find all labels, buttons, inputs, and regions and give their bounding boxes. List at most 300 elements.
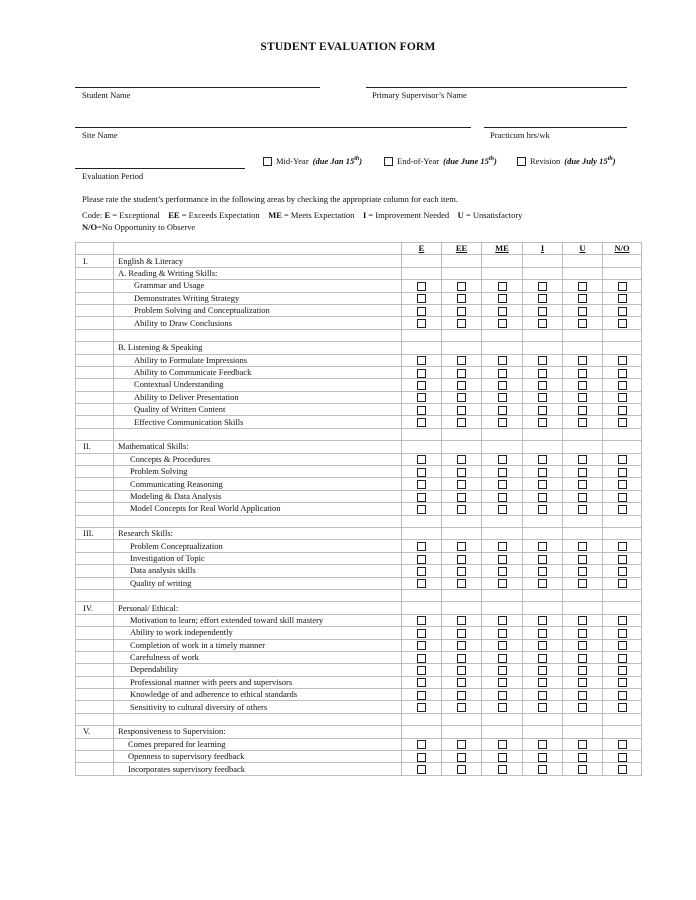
rating-checkbox[interactable] [578, 381, 587, 390]
rating-cell [482, 515, 523, 527]
rating-checkbox[interactable] [417, 455, 426, 464]
table-row [76, 627, 642, 639]
rating-checkbox[interactable] [417, 678, 426, 687]
rating-cell [442, 292, 482, 304]
section-number [76, 589, 114, 601]
rating-checkbox[interactable] [417, 703, 426, 712]
rating-checkbox[interactable] [457, 294, 466, 303]
code-meaning: =No Opportunity to Observe [97, 222, 196, 232]
rating-checkbox[interactable] [457, 740, 466, 749]
rating-cell [482, 490, 523, 502]
rating-checkbox[interactable] [578, 493, 587, 502]
item-label: Data analysis skills [130, 565, 196, 576]
rating-checkbox[interactable] [578, 740, 587, 749]
rating-checkbox[interactable] [457, 307, 466, 316]
rating-checkbox[interactable] [538, 678, 547, 687]
rating-checkbox[interactable] [457, 555, 466, 564]
rating-checkbox[interactable] [457, 542, 466, 551]
rating-checkbox[interactable] [578, 505, 587, 514]
rating-checkbox[interactable] [457, 369, 466, 378]
rating-checkbox[interactable] [417, 381, 426, 390]
rating-checkbox[interactable] [618, 616, 627, 625]
rating-checkbox[interactable] [417, 406, 426, 415]
table-row [76, 453, 642, 465]
rating-cell [563, 527, 603, 539]
rating-checkbox[interactable] [538, 666, 547, 675]
period-option-end-of-year[interactable] [384, 156, 497, 166]
rating-checkbox[interactable] [618, 641, 627, 650]
form-title: STUDENT EVALUATION FORM [260, 41, 436, 53]
rating-checkbox[interactable] [538, 480, 547, 489]
rating-checkbox[interactable] [618, 666, 627, 675]
rating-checkbox[interactable] [498, 319, 507, 328]
code-abbr: EE [168, 210, 180, 220]
column-header: ME [482, 243, 523, 255]
rating-checkbox[interactable] [498, 468, 507, 477]
rating-cell [603, 726, 642, 738]
rating-checkbox[interactable] [618, 654, 627, 663]
rating-checkbox[interactable] [417, 542, 426, 551]
rating-checkbox[interactable] [578, 703, 587, 712]
rating-checkbox[interactable] [498, 505, 507, 514]
rating-cell [603, 317, 642, 329]
rating-checkbox[interactable] [498, 555, 507, 564]
item-cell [114, 552, 402, 564]
rating-checkbox[interactable] [498, 455, 507, 464]
rating-cell [523, 738, 563, 750]
rating-checkbox[interactable] [578, 567, 587, 576]
rating-checkbox[interactable] [457, 765, 466, 774]
item-cell [114, 577, 402, 589]
rating-checkbox[interactable] [618, 691, 627, 700]
rating-checkbox[interactable] [578, 406, 587, 415]
rating-checkbox[interactable] [538, 629, 547, 638]
table-row [76, 676, 642, 688]
rating-checkbox[interactable] [498, 641, 507, 650]
column-header: I [523, 243, 563, 255]
rating-cell [402, 466, 442, 478]
rating-cell [482, 577, 523, 589]
table-row [76, 602, 642, 614]
rating-cell [523, 713, 563, 725]
rating-checkbox[interactable] [618, 629, 627, 638]
rating-cell [563, 342, 603, 354]
rating-checkbox[interactable] [538, 505, 547, 514]
rating-checkbox[interactable] [578, 765, 587, 774]
rating-checkbox[interactable] [538, 555, 547, 564]
rating-checkbox[interactable] [618, 356, 627, 365]
revision-checkbox[interactable] [517, 157, 526, 166]
rating-cell [402, 317, 442, 329]
rating-checkbox[interactable] [578, 542, 587, 551]
rating-checkbox[interactable] [498, 418, 507, 427]
rating-cell [482, 614, 523, 626]
rating-checkbox[interactable] [618, 406, 627, 415]
rating-cell [603, 701, 642, 713]
rating-cell [603, 515, 642, 527]
rating-checkbox[interactable] [498, 579, 507, 588]
rating-checkbox[interactable] [618, 542, 627, 551]
rating-checkbox[interactable] [457, 753, 466, 762]
rating-checkbox[interactable] [578, 678, 587, 687]
code-abbr: U [457, 210, 464, 220]
rating-checkbox[interactable] [618, 319, 627, 328]
rating-cell [442, 627, 482, 639]
table-row [76, 354, 642, 366]
item-cell [114, 292, 402, 304]
item-cell [114, 614, 402, 626]
rating-checkbox[interactable] [498, 654, 507, 663]
rating-checkbox[interactable] [457, 468, 466, 477]
section-number [76, 565, 114, 577]
rating-checkbox[interactable] [457, 480, 466, 489]
rating-checkbox[interactable] [457, 493, 466, 502]
rating-checkbox[interactable] [538, 319, 547, 328]
rating-checkbox[interactable] [578, 691, 587, 700]
rating-checkbox[interactable] [578, 555, 587, 564]
item-label: Mathematical Skills: [118, 441, 189, 452]
rating-checkbox[interactable] [578, 579, 587, 588]
rating-cell [442, 503, 482, 515]
section-number [76, 354, 114, 366]
rating-cell [563, 379, 603, 391]
rating-cell [402, 639, 442, 651]
rating-checkbox[interactable] [417, 666, 426, 675]
end-of-year-checkbox[interactable] [384, 157, 393, 166]
rating-checkbox[interactable] [457, 418, 466, 427]
rating-cell [603, 329, 642, 341]
supervisor-name-field[interactable] [366, 87, 627, 88]
item-cell [114, 466, 402, 478]
rating-checkbox[interactable] [618, 765, 627, 774]
rating-checkbox[interactable] [417, 418, 426, 427]
rating-checkbox[interactable] [618, 455, 627, 464]
rating-checkbox[interactable] [498, 307, 507, 316]
rating-cell [523, 354, 563, 366]
rating-checkbox[interactable] [538, 369, 547, 378]
rating-checkbox[interactable] [457, 381, 466, 390]
rating-checkbox[interactable] [498, 294, 507, 303]
rating-checkbox[interactable] [417, 294, 426, 303]
ordinal-suffix: th [607, 156, 613, 163]
rating-checkbox[interactable] [618, 505, 627, 514]
rating-checkbox[interactable] [498, 740, 507, 749]
rating-cell [482, 255, 523, 267]
rating-checkbox[interactable] [457, 641, 466, 650]
item-cell [114, 627, 402, 639]
rating-cell [402, 552, 442, 564]
rating-checkbox[interactable] [538, 654, 547, 663]
rating-checkbox[interactable] [578, 629, 587, 638]
rating-checkbox[interactable] [417, 468, 426, 477]
rating-checkbox[interactable] [498, 480, 507, 489]
section-number [76, 292, 114, 304]
rating-checkbox[interactable] [618, 703, 627, 712]
rating-checkbox[interactable] [417, 319, 426, 328]
rating-checkbox[interactable] [618, 294, 627, 303]
rating-cell [482, 292, 523, 304]
item-cell [114, 478, 402, 490]
rating-checkbox[interactable] [498, 406, 507, 415]
rating-checkbox[interactable] [538, 282, 547, 291]
rating-checkbox[interactable] [417, 307, 426, 316]
section-number [76, 689, 114, 701]
rating-checkbox[interactable] [538, 691, 547, 700]
section-number [76, 639, 114, 651]
code-abbr: N/O [82, 222, 98, 232]
rating-checkbox[interactable] [417, 616, 426, 625]
rating-cell [603, 602, 642, 614]
rating-checkbox[interactable] [417, 691, 426, 700]
rating-checkbox[interactable] [578, 616, 587, 625]
rating-checkbox[interactable] [578, 666, 587, 675]
rating-checkbox[interactable] [538, 418, 547, 427]
rating-checkbox[interactable] [498, 753, 507, 762]
rating-cell [482, 428, 523, 440]
rating-checkbox[interactable] [538, 307, 547, 316]
rating-checkbox[interactable] [538, 765, 547, 774]
rating-cell [523, 664, 563, 676]
rating-checkbox[interactable] [578, 654, 587, 663]
item-label: Openness to supervisory feedback [128, 751, 245, 762]
evaluation-period-field[interactable] [75, 168, 245, 169]
rating-checkbox[interactable] [618, 555, 627, 564]
rating-checkbox[interactable] [618, 381, 627, 390]
rating-checkbox[interactable] [538, 356, 547, 365]
rating-checkbox[interactable] [578, 393, 587, 402]
rating-checkbox[interactable] [457, 505, 466, 514]
rating-checkbox[interactable] [578, 455, 587, 464]
rating-checkbox[interactable] [578, 753, 587, 762]
rating-checkbox[interactable] [538, 468, 547, 477]
rating-checkbox[interactable] [498, 666, 507, 675]
rating-checkbox[interactable] [618, 393, 627, 402]
site-name-field[interactable] [75, 127, 471, 128]
rating-checkbox[interactable] [618, 468, 627, 477]
rating-checkbox[interactable] [618, 753, 627, 762]
rating-checkbox[interactable] [498, 393, 507, 402]
table-row [76, 304, 642, 316]
rating-checkbox[interactable] [457, 616, 466, 625]
rating-checkbox[interactable] [538, 740, 547, 749]
rating-cell [523, 589, 563, 601]
rating-checkbox[interactable] [498, 691, 507, 700]
rating-checkbox[interactable] [457, 678, 466, 687]
rating-cell [563, 540, 603, 552]
rating-cell [402, 763, 442, 775]
item-label: Completion of work in a timely manner [130, 639, 266, 650]
rating-checkbox[interactable] [417, 393, 426, 402]
practicum-hrs-field[interactable] [484, 127, 627, 128]
rating-checkbox[interactable] [578, 418, 587, 427]
student-name-field[interactable] [75, 87, 320, 88]
rating-checkbox[interactable] [498, 567, 507, 576]
rating-cell [523, 527, 563, 539]
rating-checkbox[interactable] [457, 691, 466, 700]
rating-cell [563, 577, 603, 589]
rating-cell [523, 627, 563, 639]
item-label: Concepts & Procedures [130, 453, 211, 464]
rating-cell [402, 329, 442, 341]
rating-checkbox[interactable] [417, 641, 426, 650]
rating-checkbox[interactable] [618, 493, 627, 502]
student-name-label: Student Name [82, 90, 131, 100]
rating-checkbox[interactable] [538, 381, 547, 390]
rating-checkbox[interactable] [618, 418, 627, 427]
rating-checkbox[interactable] [417, 505, 426, 514]
rating-cell [482, 763, 523, 775]
rating-checkbox[interactable] [538, 455, 547, 464]
period-option-due: (due Jan 15th) [312, 156, 363, 166]
rating-checkbox[interactable] [538, 294, 547, 303]
period-option-due: (due June 15th) [443, 156, 497, 166]
rating-checkbox[interactable] [417, 567, 426, 576]
rating-checkbox[interactable] [498, 678, 507, 687]
rating-checkbox[interactable] [618, 282, 627, 291]
rating-cell [402, 342, 442, 354]
rating-checkbox[interactable] [538, 406, 547, 415]
rating-cell [563, 441, 603, 453]
rating-checkbox[interactable] [538, 641, 547, 650]
period-option-label: Mid-Year [276, 156, 309, 166]
rating-checkbox[interactable] [498, 493, 507, 502]
rating-checkbox[interactable] [618, 567, 627, 576]
rating-checkbox[interactable] [457, 703, 466, 712]
rating-checkbox[interactable] [578, 480, 587, 489]
rating-cell [482, 689, 523, 701]
rating-checkbox[interactable] [578, 641, 587, 650]
rating-checkbox[interactable] [578, 282, 587, 291]
rating-checkbox[interactable] [538, 493, 547, 502]
rating-checkbox[interactable] [417, 629, 426, 638]
rating-checkbox[interactable] [457, 567, 466, 576]
rating-checkbox[interactable] [538, 542, 547, 551]
rating-checkbox[interactable] [498, 381, 507, 390]
rating-checkbox[interactable] [618, 579, 627, 588]
rating-checkbox[interactable] [417, 282, 426, 291]
rating-checkbox[interactable] [417, 753, 426, 762]
rating-checkbox[interactable] [457, 629, 466, 638]
rating-checkbox[interactable] [578, 369, 587, 378]
rating-cell [603, 738, 642, 750]
rating-cell [402, 503, 442, 515]
rating-checkbox[interactable] [457, 455, 466, 464]
rating-checkbox[interactable] [498, 369, 507, 378]
rating-checkbox[interactable] [538, 393, 547, 402]
section-number [76, 515, 114, 527]
rating-checkbox[interactable] [618, 740, 627, 749]
rating-checkbox[interactable] [498, 703, 507, 712]
rating-checkbox[interactable] [498, 356, 507, 365]
rating-checkbox[interactable] [417, 654, 426, 663]
rating-checkbox[interactable] [618, 480, 627, 489]
rating-checkbox[interactable] [578, 356, 587, 365]
code-meaning: = Improvement Needed [368, 210, 450, 220]
rating-cell [482, 267, 523, 279]
rating-cell [402, 527, 442, 539]
rating-checkbox[interactable] [538, 753, 547, 762]
section-number [76, 453, 114, 465]
table-row [76, 515, 642, 527]
rating-checkbox[interactable] [417, 555, 426, 564]
rating-cell [482, 664, 523, 676]
rating-checkbox[interactable] [417, 356, 426, 365]
rating-checkbox[interactable] [457, 579, 466, 588]
rating-checkbox[interactable] [538, 579, 547, 588]
rating-checkbox[interactable] [538, 703, 547, 712]
rating-checkbox[interactable] [457, 666, 466, 675]
rating-cell [442, 453, 482, 465]
rating-checkbox[interactable] [457, 393, 466, 402]
rating-checkbox[interactable] [417, 765, 426, 774]
rating-cell [563, 713, 603, 725]
table-row [76, 751, 642, 763]
rating-cell [523, 428, 563, 440]
rating-checkbox[interactable] [457, 282, 466, 291]
rating-checkbox[interactable] [498, 616, 507, 625]
rating-code-legend [82, 209, 642, 233]
rating-checkbox[interactable] [498, 282, 507, 291]
rating-checkbox[interactable] [618, 369, 627, 378]
rating-cell [402, 428, 442, 440]
rating-checkbox[interactable] [618, 307, 627, 316]
rating-checkbox[interactable] [417, 740, 426, 749]
rating-checkbox[interactable] [578, 319, 587, 328]
rating-checkbox[interactable] [417, 493, 426, 502]
rating-checkbox[interactable] [498, 765, 507, 774]
rating-cell [402, 304, 442, 316]
rating-checkbox[interactable] [578, 294, 587, 303]
rating-cell [523, 490, 563, 502]
section-number: II. [76, 441, 114, 453]
item-label: Model Concepts for Real World Application [130, 503, 281, 514]
rating-checkbox[interactable] [457, 654, 466, 663]
rating-checkbox[interactable] [457, 406, 466, 415]
rating-checkbox[interactable] [417, 480, 426, 489]
rating-cell [442, 689, 482, 701]
section-number [76, 280, 114, 292]
rating-checkbox[interactable] [457, 356, 466, 365]
rating-checkbox[interactable] [417, 579, 426, 588]
item-cell [114, 255, 402, 267]
header-blank-num [76, 243, 114, 255]
item-cell [114, 416, 402, 428]
rating-checkbox[interactable] [618, 678, 627, 687]
period-option-revision[interactable] [517, 156, 616, 166]
rating-checkbox[interactable] [498, 542, 507, 551]
rating-cell [523, 292, 563, 304]
rating-checkbox[interactable] [578, 307, 587, 316]
rating-checkbox[interactable] [498, 629, 507, 638]
item-cell [114, 763, 402, 775]
rating-cell [523, 515, 563, 527]
period-option-mid-year[interactable] [263, 156, 362, 166]
rating-cell [563, 639, 603, 651]
item-label: Ability to Formulate Impressions [134, 354, 248, 365]
rating-checkbox[interactable] [538, 567, 547, 576]
rating-cell [402, 738, 442, 750]
rating-cell [563, 453, 603, 465]
item-label: Demonstrates Writing Strategy [134, 292, 240, 303]
rating-checkbox[interactable] [578, 468, 587, 477]
mid-year-checkbox[interactable] [263, 157, 272, 166]
evaluation-table [75, 242, 642, 776]
rating-cell [603, 589, 642, 601]
code-meaning: = Meets Expectation [284, 210, 355, 220]
rating-checkbox[interactable] [538, 616, 547, 625]
rating-checkbox[interactable] [417, 369, 426, 378]
rating-checkbox[interactable] [457, 319, 466, 328]
